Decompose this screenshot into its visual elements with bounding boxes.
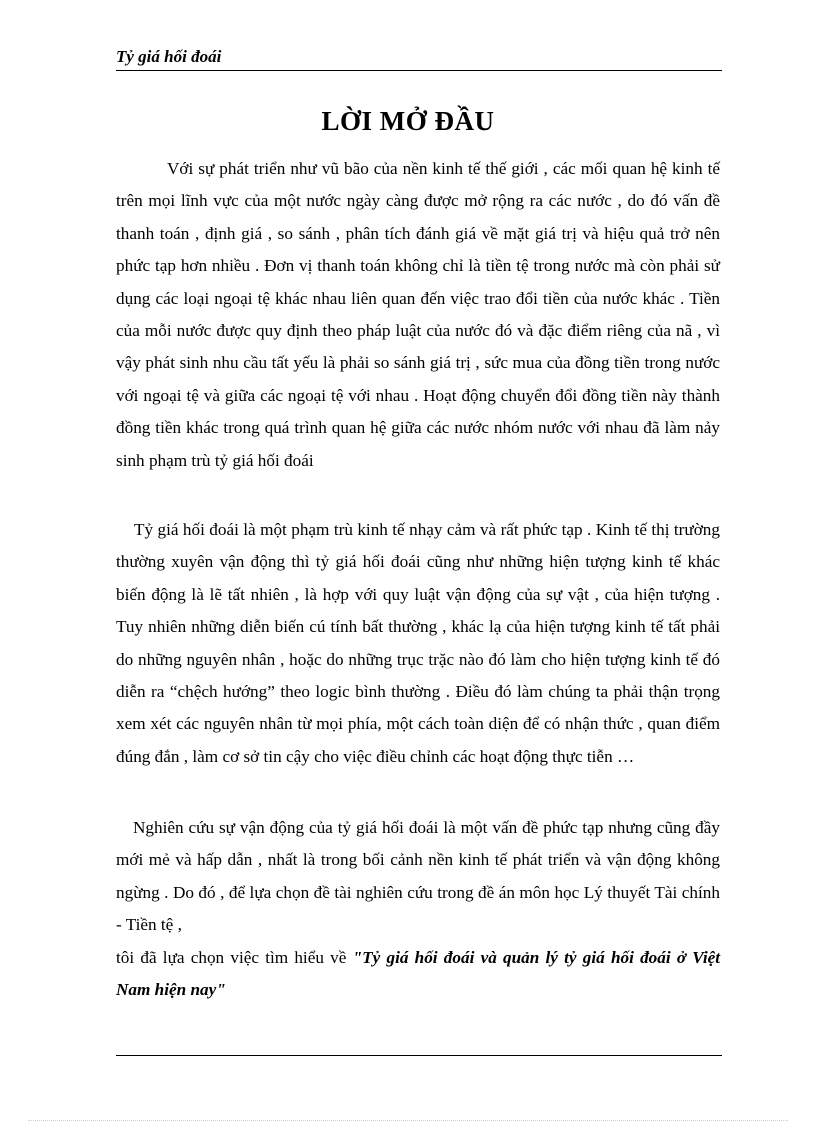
paragraph-2: Tỷ giá hối đoái là một phạm trù kinh tế nhạy cảm và rất phức tạp . Kinh tế thị trường thường xuyên vận động thì tỷ giá hối đoái cũng như những hiện tượng kinh tế khác biến động là lẽ tất nhiên , là hợp với quy luật vận động của sự vật , của hiện tượng . Tuy nhiên những diễn biến cú tính bất thường , khác lạ của hiện tượng kinh tế tất phải do những nguyên nhân , hoặc do những trục trặc nào đó làm cho hiện tượng kinh tế đó diễn ra “chệch hướng” theo logic bình thường . Điều đó làm chúng ta phải thận trọng xem xét các nguyên nhân từ mọi phía, một cách toàn diện để có nhận thức , quan điểm đúng đắn , làm cơ sở tin cậy cho việc điều chỉnh các hoạt động thực tiễn … [116,520,720,766]
paragraph-4-lead: tôi đã lựa chọn việc tìm hiểu về [116,948,353,967]
paragraph-1: Với sự phát triển như vũ bão của nền kinh tế thế giới , các mối quan hệ kinh tế trên mọi lĩnh vực của một nước ngày càng được mở rộng ra các nước , do đó vấn đề thanh toán , định giá , so sánh , phân tích đánh giá về mặt giá trị và hiệu quả trở nên phức tạp hơn nhiều . Đơn vị thanh toán không chỉ là tiền tệ trong nước mà còn phải sử dụng các loại ngoại tệ khác nhau liên quan đến việc trao đổi tiền của nước khác . Tiền của mỗi nước được quy định theo pháp luật của nước đó và đặc điểm riêng của nã , vì vậy phát sinh nhu cầu tất yếu là phải so sánh giá trị , sức mua của đồng tiền trong nước với ngoại tệ và giữa các ngoại tệ với nhau . Hoạt động chuyển đổi đồng tiền này thành đồng tiền khác trong quá trình quan hệ giữa các nước nhóm nước với nhau đã làm nảy sinh phạm trù tỷ giá hối đoái [116,159,720,470]
running-header [116,46,722,71]
running-header-title: Tỷ giá hối đoái [116,47,222,66]
page-edge-divider [28,1120,788,1121]
page-title: LỜI MỞ ĐẦU [321,106,495,136]
paragraph-3: Nghiên cứu sự vận động của tỷ giá hối đoái là một vấn đề phức tạp nhưng cũng đầy mới mẻ và hấp dẫn , nhất là trong bối cảnh nền kinh tế phát triển và vận động không ngừng . Do đó , để lựa chọn đề tài nghiên cứu trong đề án môn học Lý thuyết Tài chính - Tiền tệ , [116,818,720,935]
thesis-topic: "Tỷ giá hối đoái và quản lý tỷ giá hối đoái ở Việt Nam hiện nay" [116,948,720,1000]
paragraph-4 [116,942,720,1007]
footer-rule [116,1055,722,1056]
